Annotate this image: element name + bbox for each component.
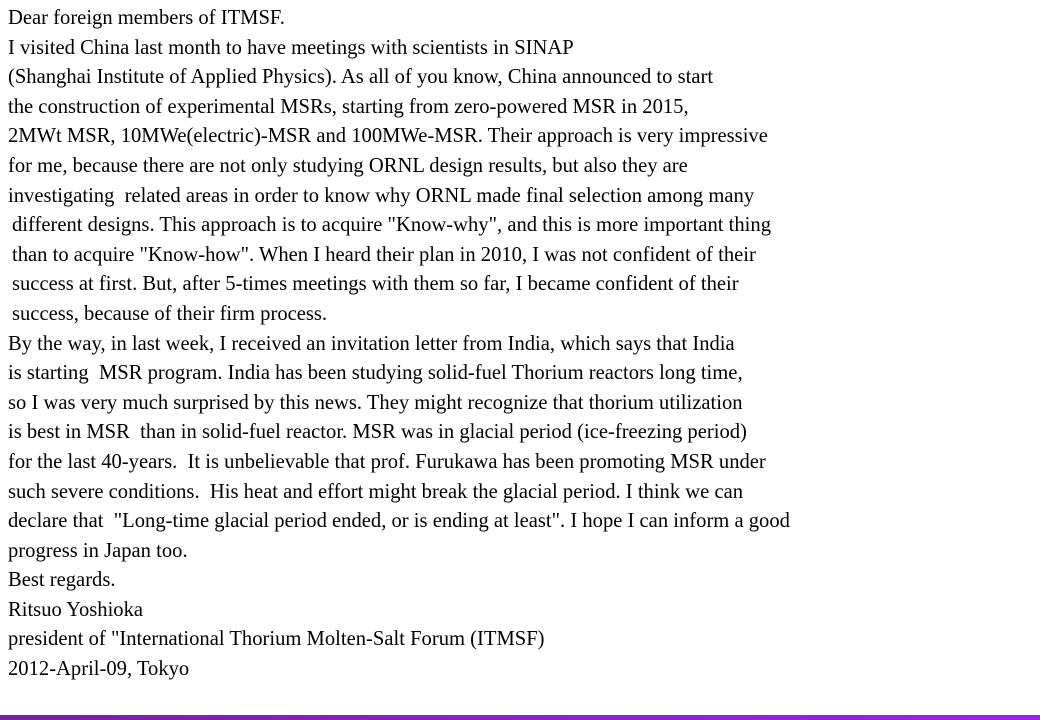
paragraph1-indented-line: than to acquire "Know-how". When I heard their plan in 2010, I was not confident of their bbox=[12, 243, 756, 266]
paragraph1-indented-line: success, because of their firm process. bbox=[12, 302, 328, 325]
paragraph2-line: so I was very much surprised by this news. They might recognize that thorium utilization bbox=[8, 391, 743, 414]
paragraph1-indented-line: different designs. This approach is to acquire "Know-why", and this is more important thing bbox=[12, 214, 772, 237]
signature-name: Ritsuo Yoshioka bbox=[8, 598, 144, 621]
paragraph1-line: I visited China last month to have meetings with scientists in SINAP bbox=[8, 36, 574, 59]
paragraph1-line: 2MWt MSR, 10MWe(electric)-MSR and 100MWe-MSR. Their approach is very impressive bbox=[8, 125, 768, 148]
paragraph2-line: such severe conditions. His heat and effort might break the glacial period. I think we can bbox=[8, 480, 744, 503]
paragraph2-line: progress in Japan too. bbox=[8, 539, 188, 562]
paragraph1-indented-line: success at first. But, after 5-times meetings with them so far, I became confident of their bbox=[12, 273, 739, 296]
paragraph2-line: for the last 40-years. It is unbelievable that prof. Furukawa has been promoting MSR under bbox=[8, 450, 766, 473]
closing: Best regards. bbox=[8, 569, 116, 592]
date-place: 2012-April-09, Tokyo bbox=[8, 658, 190, 681]
paragraph2-line: is starting MSR program. India has been studying solid-fuel Thorium reactors long time, bbox=[8, 362, 743, 385]
paragraph2-line: is best in MSR than in solid-fuel reactor. MSR was in glacial period (ice-freezing period) bbox=[8, 421, 747, 444]
paragraph1-line: investigating related areas in order to know why ORNL made final selection among many bbox=[8, 184, 755, 207]
signature-title: president of "International Thorium Molten-Salt Forum (ITMSF) bbox=[8, 628, 545, 651]
paragraph2-line: declare that "Long-time glacial period ended, or is ending at least". I hope I can inform a good bbox=[8, 510, 790, 533]
letter-body bbox=[8, 4, 1036, 685]
paragraph2-line: By the way, in last week, I received an invitation letter from India, which says that India bbox=[8, 332, 735, 355]
paragraph1-line: (Shanghai Institute of Applied Physics). As all of you know, China announced to start bbox=[8, 66, 714, 89]
paragraph1-line: the construction of experimental MSRs, starting from zero-powered MSR in 2015, bbox=[8, 95, 689, 118]
paragraph1-line: for me, because there are not only studying ORNL design results, but also they are bbox=[8, 154, 688, 177]
bottom-divider bbox=[0, 715, 1040, 720]
greeting: Dear foreign members of ITMSF. bbox=[8, 7, 285, 29]
